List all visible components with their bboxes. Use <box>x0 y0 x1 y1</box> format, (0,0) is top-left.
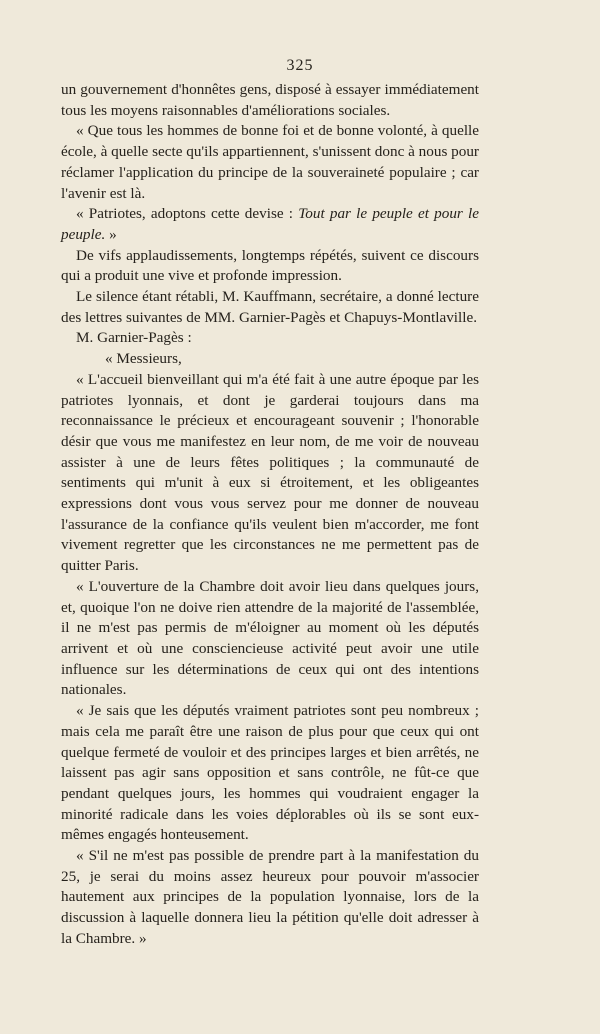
paragraph-2: « Que tous les hommes de bonne foi et de bonne volonté, à quelle école, à quelle secte qu'ils appartiennent, s'unissent donc à nous pour réclamer l'application du principe de la souveraineté populaire ; car l'avenir est là. <box>61 122 479 202</box>
paragraph-3 <box>61 204 479 245</box>
paragraph-11: « S'il ne m'est pas possible de prendre part à la manifestation du 25, je serai du moins assez heureux pour pouvoir m'associer hautement aux principes de la population lyonnaise, lors de la discussion à laquelle donnera lieu la pétition qu'elle doit adresser à la Chambre. » <box>61 847 479 947</box>
paragraph-10: « Je sais que les députés vraiment patriotes sont peu nombreux ; mais cela me paraît être une raison de plus pour que ceux qui ont quelque fermeté de vouloir et des principes larges et bien arrêtés, ne laissent pas agir sans opposition et sans contrôle, ne fût-ce que pendant quelques jours, les hommes qui voudraient engager la minorité radicale dans les voies déplorables où ils se sont eux-mêmes engagés honteusement. <box>61 702 479 844</box>
paragraph-6: M. Garnier-Pagès : <box>76 329 192 347</box>
paragraph-1: un gouvernement d'honnêtes gens, disposé à essayer immédiatement tous les moyens raisonnables d'améliorations sociales. <box>61 81 479 119</box>
paragraph-5: Le silence étant rétabli, M. Kauffmann, secrétaire, a donné lecture des lettres suivantes de MM. Garnier-Pagès et Chapuys-Montlaville. <box>61 288 479 326</box>
paragraph-3-tail: » <box>105 225 117 243</box>
salutation: « Messieurs, <box>105 350 182 368</box>
paragraph-9: « L'ouverture de la Chambre doit avoir lieu dans quelques jours, et, quoique l'on ne doive rien attendre de la majorité de l'assemblée, il ne m'est pas permis de m'éloigner au moment où les députés arrivent et où une consciencieuse activité peut avoir une utile influence sur les déterminations de ceux qui ont des intentions nationales. <box>61 577 479 699</box>
body-text <box>61 80 479 950</box>
page-number: 325 <box>286 57 314 74</box>
paragraph-4: De vifs applaudissements, longtemps répétés, suivent ce discours qui a produit une vive et profonde impression. <box>61 246 479 285</box>
paragraph-8: « L'accueil bienveillant qui m'a été fait à une autre époque par les patriotes lyonnais, et dont je garderai toujours dans ma reconnaissance le précieux et encourageant souvenir ; l'honorable désir que vous me manifestez en leur nom, de me voir de nouveau assister à une de leurs fêtes politiques ; la communauté de sentiments qui m'unit à eux si étroitement, et les obligeantes expressions dont vous vous servez pour me donner de nouveau l'assurance de la confiance qu'ils veulent bien m'accorder, me font vivement regretter que les circonstances ne me permettent pas de quitter Paris. <box>61 370 479 575</box>
paragraph-3-text: « Patriotes, adoptons cette devise : <box>76 205 299 223</box>
motto-italic: Tout par le peuple et pour le peuple. <box>61 205 479 243</box>
